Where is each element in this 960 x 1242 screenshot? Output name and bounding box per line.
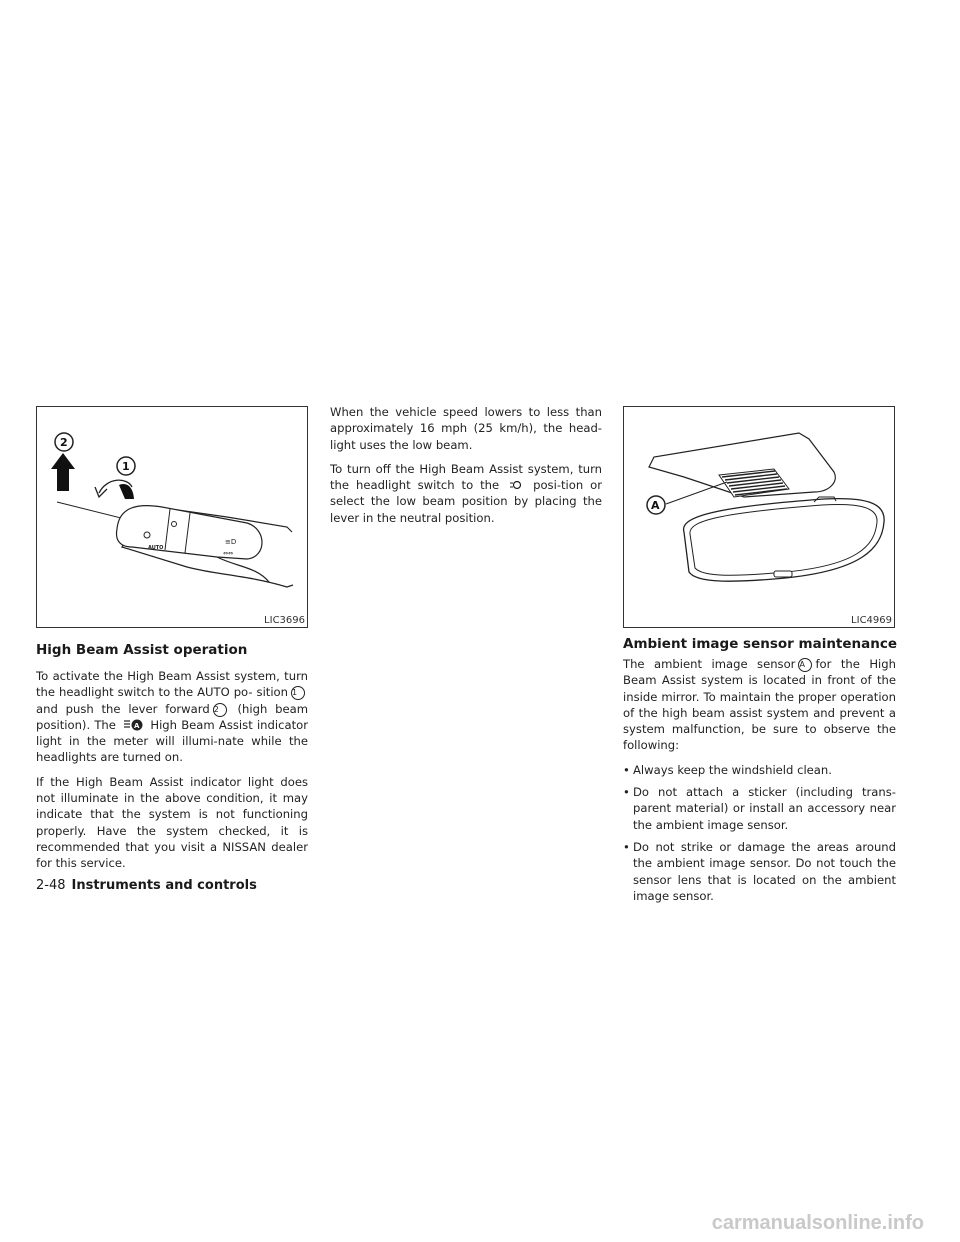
svg-text:≡D: ≡D xyxy=(225,538,237,546)
paragraph-indicator: If the High Beam Assist indicator light does not illuminate in the above condition, it may indicate that the system is not functioning properly. Have the system checked, it is recommended that you visit a NISSAN dealer for this service. xyxy=(36,774,308,871)
maintenance-list xyxy=(623,762,896,904)
figure-code: LIC3696 xyxy=(264,615,305,626)
right-column-text xyxy=(623,656,896,910)
svg-text:1: 1 xyxy=(122,460,130,473)
mirror-sensor-illustration xyxy=(624,407,894,627)
high-beam-assist-icon xyxy=(123,719,143,731)
middle-column-text xyxy=(330,404,602,534)
left-column-text xyxy=(36,668,308,880)
page-number: 2-48 xyxy=(36,878,66,893)
watermark: carmanualsonline.info xyxy=(711,1212,924,1234)
svg-text:2: 2 xyxy=(60,436,68,449)
svg-text:A: A xyxy=(651,499,660,512)
figure-code: LIC4969 xyxy=(851,615,892,626)
figure-ambient-sensor xyxy=(623,406,895,628)
list-item: • Always keep the windshield clean. xyxy=(623,762,896,778)
callout-2-icon: 2 xyxy=(213,703,227,717)
page-footer xyxy=(36,878,257,893)
paragraph-turn-off: To turn off the High Beam Assist system, turn the headlight switch to the posi-tion or select the low beam position by placing the lever in the neutral position. xyxy=(330,461,603,525)
callout-a-icon: A xyxy=(798,658,812,672)
section-heading-ambient-sensor: Ambient image sensor maintenance xyxy=(623,636,898,652)
paragraph-activate: To activate the High Beam Assist system, turn the headlight switch to the AUTO po- sition 1and push the lever forward 2 (high beam position). The A High Beam Assist indicator light in the meter will illumi-nate while the headlights are turned on. xyxy=(36,669,309,765)
section-heading-high-beam-assist: High Beam Assist operation xyxy=(36,642,248,658)
headlight-lever-illustration xyxy=(37,407,307,627)
paragraph-sensor-location: The ambient image sensor A for the High Beam Assist system is located in front of the inside mirror. To maintain the proper operation of the high beam assist system and prevent a system malfunction, be sure to observe the following: xyxy=(623,657,896,753)
svg-text:⇔⇔: ⇔⇔ xyxy=(223,550,234,557)
paragraph-low-speed: When the vehicle speed lowers to less than approximately 16 mph (25 km/h), the head-light uses the low beam. xyxy=(330,405,602,452)
list-item: • Do not attach a sticker (including trans-parent material) or install an accessory near the ambient image sensor. xyxy=(623,784,896,833)
figure-headlight-lever xyxy=(36,406,308,628)
callout-1-icon: 1 xyxy=(291,686,305,700)
headlight-off-icon xyxy=(509,479,523,491)
svg-text:AUTO: AUTO xyxy=(148,545,164,551)
section-title: Instruments and controls xyxy=(71,878,257,893)
list-item: • Do not strike or damage the areas around the ambient image sensor. Do not touch the sensor lens that is located on the ambient image sensor. xyxy=(623,839,896,904)
svg-text:A: A xyxy=(134,721,140,730)
